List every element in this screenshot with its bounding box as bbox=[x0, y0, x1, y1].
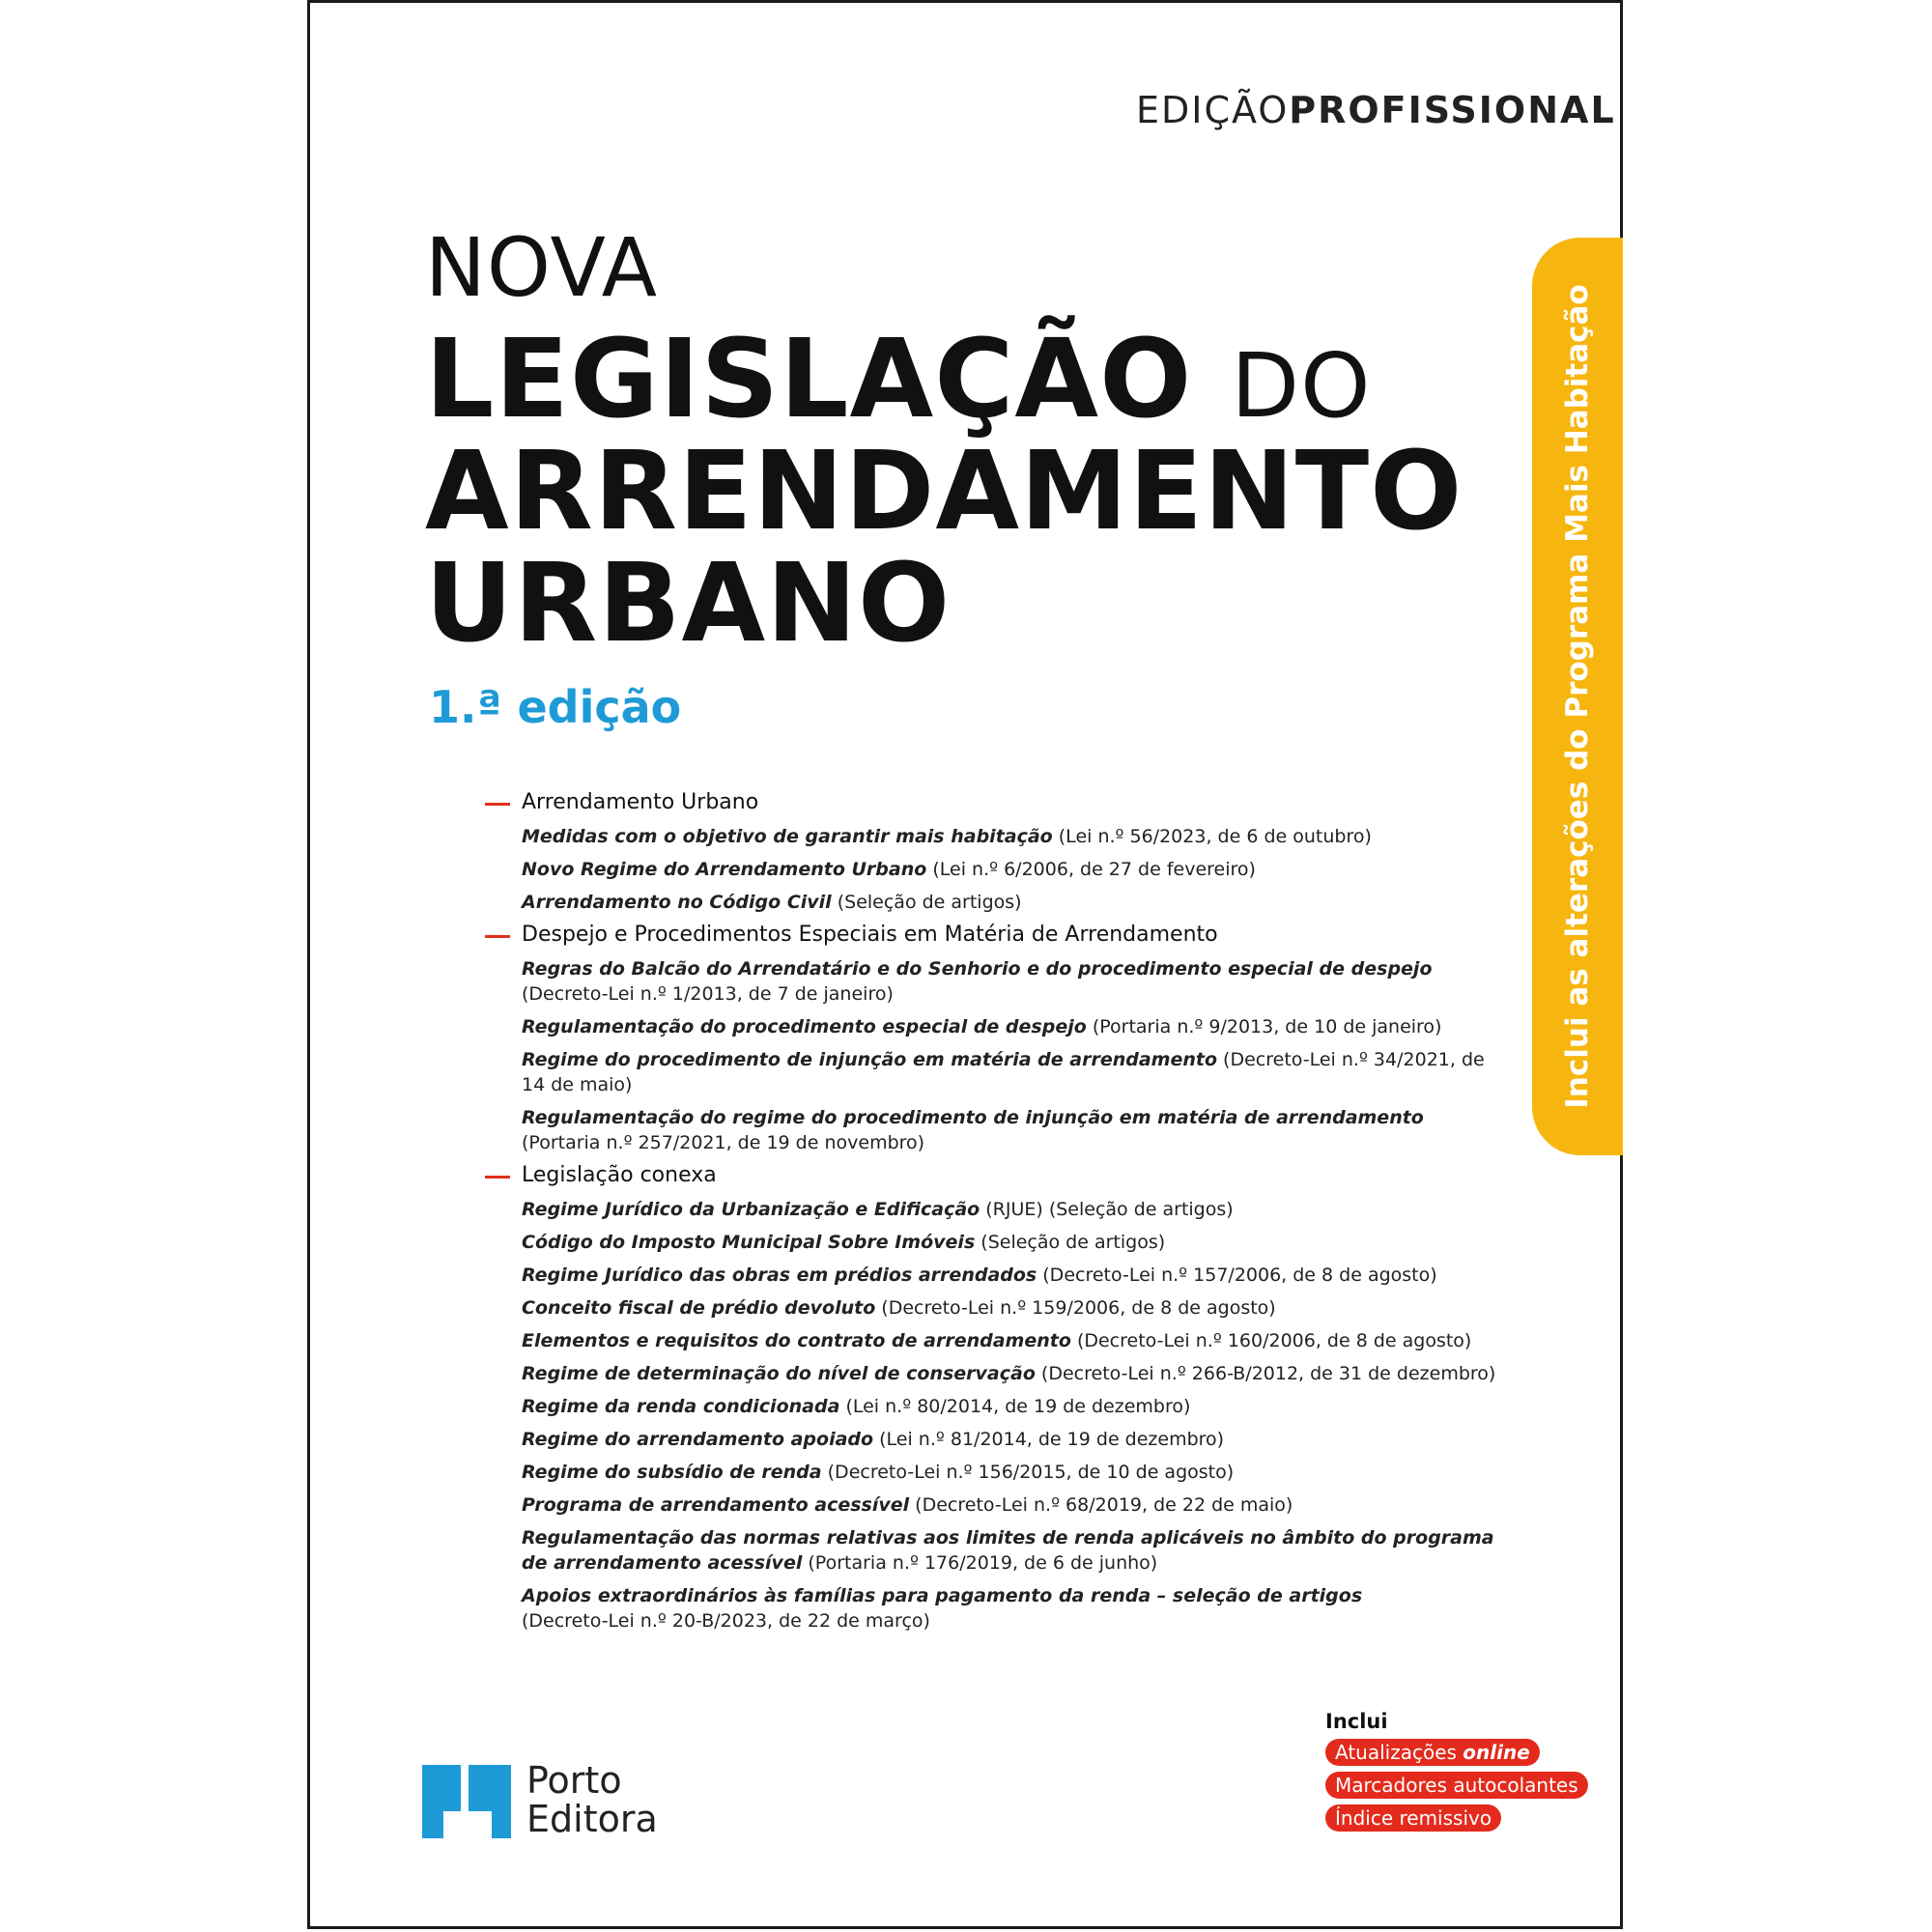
item-reference: (Decreto-Lei n.º 1/2013, de 7 de janeiro) bbox=[522, 983, 894, 1005]
contents-item bbox=[485, 1361, 1509, 1386]
contents-item bbox=[485, 1427, 1509, 1452]
item-reference: (Portaria n.º 176/2019, de 6 de junho) bbox=[802, 1552, 1158, 1574]
contents-item bbox=[485, 1263, 1509, 1288]
contents-item bbox=[485, 857, 1509, 882]
item-reference: (Decreto-Lei n.º 157/2006, de 8 de agosto) bbox=[1037, 1264, 1437, 1286]
item-title: Elementos e requisitos do contrato de arrendamento bbox=[522, 1330, 1071, 1351]
section-heading bbox=[485, 790, 1509, 814]
item-reference: (Portaria n.º 9/2013, de 10 de janeiro) bbox=[1086, 1016, 1442, 1037]
publisher-line-2: Editora bbox=[526, 1798, 658, 1840]
section-heading bbox=[485, 1163, 1509, 1187]
title-line-2-thin: DO bbox=[1231, 334, 1372, 438]
dash-bullet-icon bbox=[485, 803, 510, 806]
item-title: Novo Regime do Arrendamento Urbano bbox=[522, 859, 927, 880]
contents-section bbox=[485, 790, 1509, 915]
contents-item bbox=[485, 1295, 1509, 1321]
includes-list bbox=[1325, 1739, 1588, 1837]
item-reference: (Seleção de artigos) bbox=[831, 892, 1022, 913]
contents-item bbox=[485, 824, 1509, 849]
title-line-3: ARRENDAMENTO bbox=[425, 429, 1463, 554]
item-title: Conceito fiscal de prédio devoluto bbox=[522, 1297, 876, 1319]
contents-item bbox=[485, 1492, 1509, 1518]
includes-badge-text: Marcadores autocolantes bbox=[1335, 1774, 1578, 1797]
item-title: Regime de determinação do nível de conservação bbox=[522, 1363, 1036, 1384]
item-reference: (Decreto-Lei n.º 160/2006, de 8 de agosto) bbox=[1070, 1330, 1472, 1351]
edition-label bbox=[1136, 89, 1616, 131]
book-title bbox=[425, 220, 1463, 667]
contents-item bbox=[485, 1014, 1509, 1039]
includes-badge-italic: online bbox=[1463, 1741, 1530, 1764]
porto-editora-logo-icon bbox=[422, 1765, 511, 1838]
item-title: Regulamentação do procedimento especial de despejo bbox=[522, 1016, 1087, 1037]
includes-item bbox=[1325, 1739, 1588, 1772]
includes-item bbox=[1325, 1804, 1588, 1837]
item-reference: (Seleção de artigos) bbox=[975, 1232, 1166, 1253]
item-title: Regulamentação do regime do procedimento de injunção em matéria de arrendamento bbox=[522, 1107, 1424, 1128]
contents-item bbox=[485, 1583, 1509, 1634]
contents-item bbox=[485, 890, 1509, 915]
edition-label-light: EDIÇÃO bbox=[1136, 89, 1290, 131]
contents-item bbox=[485, 1197, 1509, 1222]
title-line-1: NOVA bbox=[425, 220, 659, 315]
includes-badge bbox=[1325, 1804, 1501, 1832]
includes-badge bbox=[1325, 1739, 1540, 1766]
publisher-name bbox=[526, 1761, 658, 1838]
item-reference: (Lei n.º 6/2006, de 27 de fevereiro) bbox=[926, 859, 1256, 880]
item-title: Regras do Balcão do Arrendatário e do Senhorio e do procedimento especial de despejo bbox=[522, 958, 1433, 980]
includes-item bbox=[1325, 1772, 1588, 1804]
contents-list bbox=[485, 784, 1509, 1641]
item-reference: (Portaria n.º 257/2021, de 19 de novembro) bbox=[522, 1132, 925, 1153]
item-title: Regime Jurídico da Urbanização e Edificação bbox=[522, 1199, 980, 1220]
item-title: Apoios extraordinários às famílias para pagamento da renda – seleção de artigos bbox=[522, 1585, 1363, 1606]
item-reference: (RJUE) (Seleção de artigos) bbox=[980, 1199, 1234, 1220]
item-title: Código do Imposto Municipal Sobre Imóveis bbox=[522, 1232, 976, 1253]
includes-badge bbox=[1325, 1772, 1588, 1799]
item-reference: (Lei n.º 80/2014, de 19 de dezembro) bbox=[839, 1396, 1191, 1417]
item-title: Medidas com o objetivo de garantir mais habitação bbox=[522, 826, 1053, 847]
section-heading-text: Despejo e Procedimentos Especiais em Matéria de Arrendamento bbox=[522, 923, 1218, 947]
item-title: Regime do procedimento de injunção em matéria de arrendamento bbox=[522, 1049, 1218, 1070]
item-reference: (Lei n.º 56/2023, de 6 de outubro) bbox=[1052, 826, 1372, 847]
item-title: Regime da renda condicionada bbox=[522, 1396, 840, 1417]
item-reference: (Decreto-Lei n.º 156/2015, de 10 de agosto) bbox=[821, 1462, 1235, 1483]
contents-item bbox=[485, 1394, 1509, 1419]
includes-badge-text: Índice remissivo bbox=[1335, 1806, 1492, 1830]
contents-section bbox=[485, 1163, 1509, 1634]
item-reference: (Decreto-Lei n.º 68/2019, de 22 de maio) bbox=[909, 1494, 1293, 1516]
title-line-2 bbox=[425, 317, 1463, 442]
title-line-4: URBANO bbox=[425, 541, 952, 667]
item-title: Regime Jurídico das obras em prédios arrendados bbox=[522, 1264, 1037, 1286]
item-reference: (Decreto-Lei n.º 266-B/2012, de 31 de dezembro) bbox=[1035, 1363, 1496, 1384]
edition-label-bold: PROFISSIONAL bbox=[1289, 89, 1616, 131]
contents-item bbox=[485, 1328, 1509, 1353]
includes-title: Inclui bbox=[1325, 1710, 1388, 1733]
section-heading-text: Arrendamento Urbano bbox=[522, 790, 759, 814]
item-title: Regime do arrendamento apoiado bbox=[522, 1429, 874, 1450]
contents-item bbox=[485, 1047, 1509, 1097]
includes-box bbox=[1325, 1710, 1588, 1837]
contents-item bbox=[485, 1230, 1509, 1255]
contents-item bbox=[485, 1460, 1509, 1485]
includes-badge-text: Atualizações bbox=[1335, 1741, 1463, 1764]
side-tab-text: Inclui as alterações do Programa Mais Habitação bbox=[1560, 284, 1595, 1109]
edition-number: 1.ª edição bbox=[429, 681, 682, 733]
item-reference: (Decreto-Lei n.º 20-B/2023, de 22 de março) bbox=[522, 1610, 930, 1632]
item-reference: (Decreto-Lei n.º 34/2021, de 14 de maio) bbox=[522, 1049, 1485, 1095]
title-line-2-bold: LEGISLAÇÃO bbox=[425, 317, 1193, 442]
section-heading bbox=[485, 923, 1509, 947]
section-heading-text: Legislação conexa bbox=[522, 1163, 717, 1187]
publisher-line-1: Porto bbox=[526, 1759, 622, 1802]
item-reference: (Decreto-Lei n.º 159/2006, de 8 de agosto) bbox=[875, 1297, 1276, 1319]
item-title: Regulamentação das normas relativas aos limites de renda aplicáveis no âmbito do programa de arrendamento acessível bbox=[522, 1527, 1494, 1574]
dash-bullet-icon bbox=[485, 1176, 510, 1179]
item-reference: (Lei n.º 81/2014, de 19 de dezembro) bbox=[873, 1429, 1225, 1450]
item-title: Arrendamento no Código Civil bbox=[522, 892, 832, 913]
item-title: Programa de arrendamento acessível bbox=[522, 1494, 910, 1516]
contents-item bbox=[485, 1525, 1509, 1576]
contents-item bbox=[485, 956, 1509, 1007]
contents-item bbox=[485, 1105, 1509, 1155]
dash-bullet-icon bbox=[485, 935, 510, 938]
contents-section bbox=[485, 923, 1509, 1155]
item-title: Regime do subsídio de renda bbox=[522, 1462, 822, 1483]
